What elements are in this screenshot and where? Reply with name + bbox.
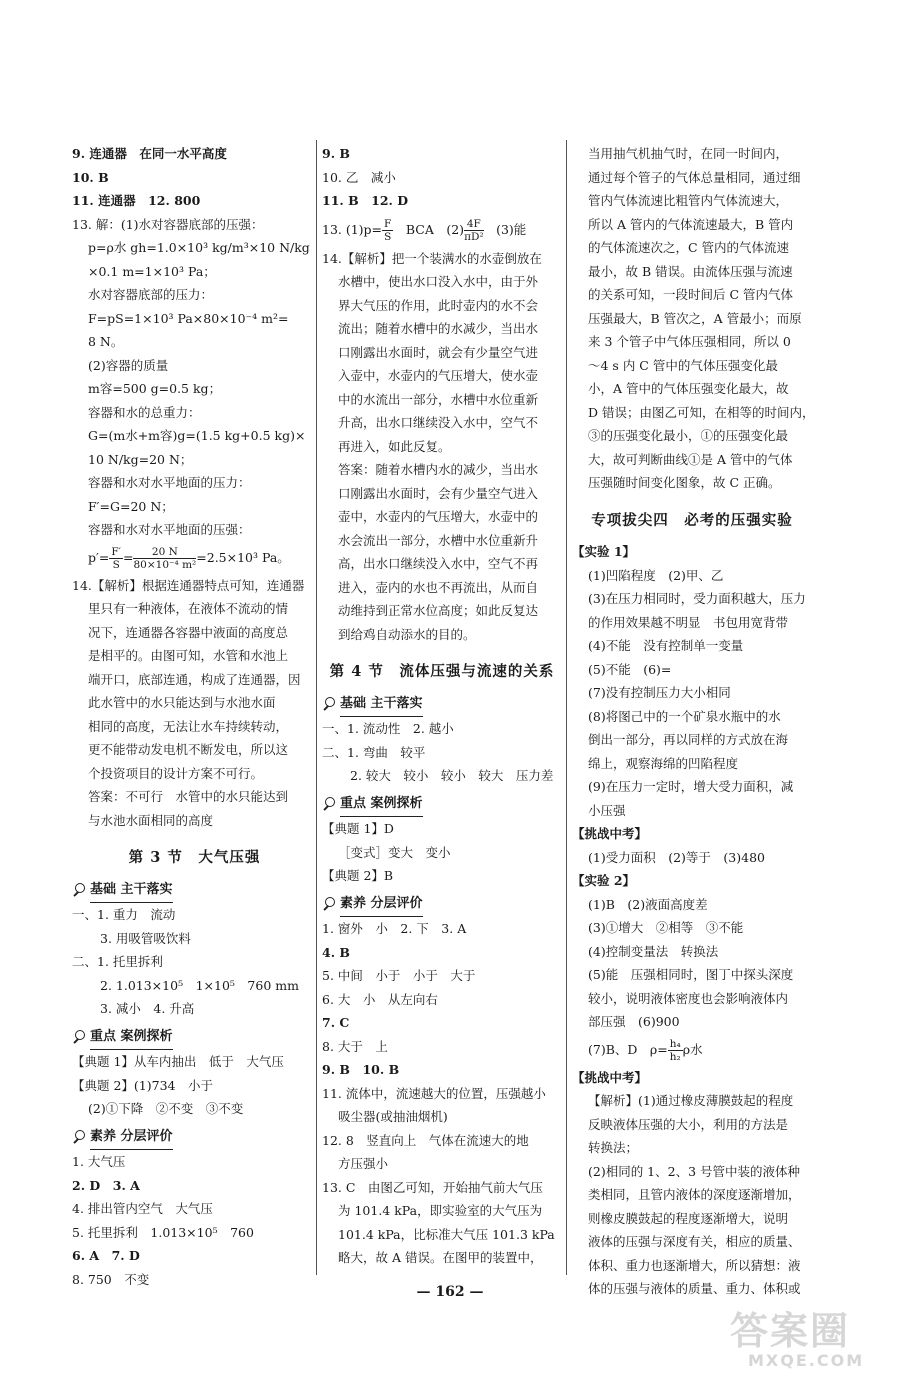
answer-line: 2. 较大 较小 较小 较大 压力差: [350, 768, 554, 783]
answer-line: (7)没有控制压力大小相同: [588, 685, 731, 700]
formula-pre: (7)B、D ρ=: [588, 1041, 668, 1057]
subsection-heading: [322, 792, 562, 818]
answer-line: 到给鸡自动添水的目的。: [338, 626, 476, 642]
answer-line: 6. 大 小 从左向右: [322, 991, 438, 1007]
numerator: F′: [111, 545, 121, 558]
subsection-heading: [72, 1125, 317, 1151]
answer-line: 高，出水口继续没入水中，空气不再: [338, 556, 539, 571]
answer-line: 1. 窗外 小 2. 下 3. A: [322, 921, 467, 936]
answer-line: 12. 8 竖直向上 气体在流速大的地: [322, 1132, 529, 1148]
answer-line: (2)相同的 1、2、3 号管中装的液体种: [588, 1163, 801, 1179]
answer-line: 11. 流体中，流速越大的位置，压强越小: [322, 1085, 546, 1101]
magnifier-icon: [322, 897, 336, 911]
answer-line: 4. 排出管内空气 大气压: [72, 1201, 213, 1216]
answer-line: 更不能带动发电机不断发电，所以这: [88, 742, 289, 757]
answer-line: 个投资项目的设计方案不可行。: [88, 765, 264, 781]
subsection-heading: [72, 878, 317, 904]
answer-line: 来 3 个管子中气体压强相同，所以 0: [588, 334, 791, 349]
subsection-label: 素养 分层评价: [90, 1125, 173, 1151]
answer-line: F=pS=1×10³ Pa×80×10⁻⁴ m²=: [88, 310, 289, 326]
answer-line: 相同的高度，无法让水车持续转动，: [88, 718, 289, 734]
answer-line: 体的压强与液体的质量、重力、体积或: [588, 1281, 801, 1296]
numerator: 4F: [464, 218, 484, 231]
column-2: [322, 142, 562, 1270]
answer-line: (3)①增大 ②相等 ③不能: [588, 920, 744, 935]
answer-line: 类相同，且管内液体的深度逐渐增加，: [588, 1187, 801, 1202]
answer-line: 中的水流出一部分，水槽中水位重新: [338, 391, 539, 407]
answer-line: 101.4 kPa，比标准大气压 101.3 kPa: [338, 1226, 555, 1242]
formula-pre: 13. (1)p=: [322, 221, 383, 237]
answer-line: 容器和水的总重力：: [88, 404, 201, 420]
answer-line: (4)控制变量法 转换法: [588, 943, 719, 959]
watermark-line2: MXQE.COM: [748, 1351, 865, 1370]
answer-line: 9. B: [322, 146, 350, 161]
pressure-formula: [72, 542, 317, 574]
subsection-label: 素养 分层评价: [340, 892, 423, 918]
answer-line: 通过每个管子的气体总量相同，通过细: [588, 169, 801, 185]
label: 【挑战中考】: [572, 1069, 648, 1085]
answer-line: 升高，出水口继续没入水中，空气不: [338, 415, 539, 430]
section-title: 第 3 节 大气压强: [128, 849, 261, 866]
answer-line: ～4 s 内 C 管中的气体压强变化最: [588, 357, 778, 373]
answer-line: 5. 托里拆利 1.013×10⁵ 760: [72, 1224, 254, 1240]
denominator: S: [112, 558, 120, 571]
answer-line: 小，A 管中的气体压强变化最大，故: [588, 381, 789, 396]
answer-line: (3)在压力相同时，受力面积越大，压力: [588, 591, 806, 606]
answer-line: (5)不能 (6)=: [588, 661, 672, 677]
answer-line: 方压强小: [338, 1156, 389, 1171]
answer-line: (5)能 压强相同时，图丁中探头深度: [588, 967, 794, 982]
col1-answers: [72, 142, 317, 574]
answer-line: 14.【解析】根据连通器特点可知，连通器: [72, 577, 305, 593]
answer-line: 则橡皮膜鼓起的程度逐渐增大，说明: [588, 1210, 789, 1226]
answer-line: 流出；随着水槽中的水减少，当出水: [338, 321, 539, 336]
section-title: 专项拔尖四 必考的压强实验: [591, 511, 793, 529]
answer-line: m容=500 g=0.5 kg；: [88, 381, 222, 396]
answer-line: 入壶中，水壶内的气压增大，使水壶: [338, 368, 539, 383]
answer-line: 反映液体压强的大小，利用的方法是: [588, 1116, 789, 1132]
answer-line: 3. 减小 4. 升高: [100, 1001, 195, 1016]
numerator: 20 N: [133, 546, 196, 559]
subsection-label: 重点 案例探析: [90, 1025, 173, 1051]
answer-line: 压强最大，B 管次之，A 管最小；而原: [588, 310, 802, 326]
fraction: [109, 546, 123, 571]
formula-eq: =: [123, 549, 134, 565]
answer-line: 体积、重力也逐渐增大，所以猜想：液: [588, 1257, 801, 1273]
answer-line: 倒出一部分，再以同样的方式放在海: [588, 732, 789, 747]
answer-line: F′=G=20 N；: [88, 498, 174, 514]
answer-line: p=ρ水 gh=1.0×10³ kg/m³×10 N/kg: [88, 240, 310, 255]
answer-line: 水对容器底部的压力：: [88, 287, 214, 302]
answer-line: 容器和水对水平地面的压强：: [88, 522, 251, 537]
answer-line: 8 N。: [88, 334, 124, 349]
answer-line: 水槽中，使出水口没入水中，由于外: [338, 274, 539, 289]
magnifier-icon: [72, 1030, 86, 1044]
answer-line: 一、1. 流动性 2. 越小: [322, 721, 454, 736]
answer-line: 绵上，观察海绵的凹陷程度: [588, 755, 739, 771]
answer-line: 【典题 1】D: [322, 821, 394, 836]
answer-line: 液体的压强与深度有关，相应的质量、: [588, 1234, 801, 1249]
answer-line: 管内气体流速比粗管内气体流速大，: [588, 193, 789, 208]
subsection-heading: [72, 1025, 317, 1051]
answer-line: ［变式］变大 变小: [338, 844, 451, 860]
formula-post: ρ水: [682, 1041, 703, 1057]
watermark-logo: [730, 1300, 880, 1380]
answer-line: 动维持到正常水位高度；如此反复达: [338, 603, 539, 618]
magnifier-icon: [322, 697, 336, 711]
answer-line: 答案：随着水槽内水的减少，当出水: [338, 462, 539, 477]
formula-rhs: =2.5×10³ Pa。: [196, 549, 290, 565]
answer-line: 4. B: [322, 944, 350, 960]
answer-line: 10. 乙 减小: [322, 169, 396, 185]
answer-line: 的关系可知，一段时间后 C 管内气体: [588, 287, 794, 302]
subsection-label: 重点 案例探析: [340, 792, 423, 818]
numerator: h₄: [669, 1037, 681, 1050]
magnifier-icon: [72, 883, 86, 897]
answer-line: 【典题 1】从车内抽出 低于 大气压: [72, 1054, 284, 1069]
answer-line: 【解析】(1)通过橡皮薄膜鼓起的程度: [588, 1093, 794, 1108]
page-number: — 162 —: [416, 1284, 484, 1300]
answer-line: 10. B: [72, 169, 109, 185]
answer-line: (4)不能 没有控制单一变量: [588, 638, 744, 653]
answer-line: 的作用效果越不明显 书包用宽背带: [588, 614, 789, 630]
subsection-heading: [322, 692, 562, 718]
answer-line: 是相平的。由图可知，水管和水池上: [88, 648, 289, 663]
formula-lhs: p′=: [88, 549, 110, 565]
answer-line: 6. A 7. D: [72, 1248, 140, 1263]
formula-mid: BCA (2): [393, 221, 465, 237]
answer-line: (1)受力面积 (2)等于 (3)480: [588, 849, 765, 865]
answer-line: 再进入，如此反复。: [338, 438, 451, 454]
denominator: πD²: [464, 230, 484, 243]
formula-post: (3)能: [483, 221, 527, 237]
label: 【挑战中考】: [572, 826, 648, 841]
answer-line: (2)①下降 ②不变 ③不变: [88, 1101, 244, 1116]
label: 【实验 2】: [572, 873, 636, 888]
denominator: h₂: [669, 1050, 681, 1063]
answer-line: 转换法；: [588, 1140, 639, 1155]
answer-line: (2)容器的质量: [88, 357, 169, 373]
denominator: S: [384, 230, 392, 243]
answer-line: 里只有一种液体，在液体不流动的情: [88, 601, 289, 616]
column-3: [572, 142, 815, 1301]
section-title: 第 4 节 流体压强与流速的关系: [329, 663, 555, 680]
answer-line: 13. C 由图乙可知，开始抽气前大气压: [322, 1179, 543, 1195]
answer-line: 大，故可判断曲线①是 A 管中的气体: [588, 451, 793, 467]
answer-line: 1. 大气压: [72, 1154, 126, 1169]
answer-line: 3. 用吸管吸饮料: [100, 930, 191, 946]
answer-line: (8)将图己中的一个矿泉水瓶中的水: [588, 708, 781, 724]
answer-line: 2. D 3. A: [72, 1177, 140, 1193]
answer-line: 压强随时间变化图象，故 C 正确。: [588, 475, 781, 490]
denominator: 80×10⁻⁴ m²: [133, 558, 197, 571]
magnifier-icon: [322, 797, 336, 811]
answer-line: 5. 中间 小于 小于 大于: [322, 968, 476, 983]
answer-line: 当用抽气机抽气时，在同一时间内，: [588, 146, 789, 161]
answer-line: 吸尘器(或抽油烟机): [338, 1109, 448, 1124]
answer-line: 【典题 2】B: [322, 868, 394, 883]
answer-line: 与水池水面相同的高度: [88, 812, 214, 828]
fraction: [464, 218, 484, 243]
answer-line: 二、1. 托里拆利: [72, 954, 163, 969]
subsection-label: 基础 主干落实: [90, 878, 173, 904]
answer-line: 所以 A 管内的气体流速最大，B 管内: [588, 216, 794, 232]
answer-line: 二、1. 弯曲 较平: [322, 744, 426, 760]
answer-line: 略大，故 A 错误。在图甲的装置中，: [338, 1250, 543, 1265]
answer-line: 口刚露出水面时，会有少量空气进入: [338, 485, 539, 501]
subsection-label: 基础 主干落实: [340, 692, 423, 718]
magnifier-icon: [72, 1130, 86, 1144]
answer-line: 进入，壶内的水也不再流出，从而自: [338, 579, 539, 595]
answer-line: 【典题 2】(1)734 小于: [72, 1077, 213, 1093]
answer-line: 答案：不可行 水管中的水只能达到: [88, 789, 289, 804]
answer-line: 11. B 12. D: [322, 193, 409, 208]
answer-line: 2. 1.013×10⁵ 1×10⁵ 760 mm: [100, 977, 299, 993]
answer-line: 部压强 (6)900: [588, 1014, 680, 1029]
watermark-line1: 答案圈: [730, 1309, 851, 1353]
answer-line: 10 N/kg=20 N；: [88, 451, 193, 467]
answer-line: 8. 大于 上: [322, 1038, 388, 1054]
answer-line: 13. 解：(1)水对容器底部的压强：: [72, 216, 264, 232]
answer-line: 的气体流速次之，C 管内的气体流速: [588, 240, 790, 255]
q7-formula: [572, 1034, 812, 1066]
numerator: F: [384, 217, 392, 230]
answer-line: (1)凹陷程度 (2)甲、乙: [588, 567, 724, 583]
answer-line: 口刚露出水面时，就会有少量空气进: [338, 344, 539, 360]
column-1: [72, 142, 317, 1291]
fraction: [382, 218, 393, 243]
answer-line: 较小，说明液体密度也会影响液体内: [588, 990, 789, 1006]
subsection-heading: [322, 892, 562, 918]
label: 【实验 1】: [572, 544, 636, 559]
answer-line: 7. C: [322, 1015, 350, 1030]
answer-line: G=(m水+m容)g=(1.5 kg+0.5 kg)×: [88, 428, 306, 443]
answer-line: 此水管中的水只能达到与水池水面: [88, 695, 276, 710]
answer-line: ③的压强变化最小，①的压强变化最: [588, 428, 789, 443]
answer-line: D 错误；由图乙可知，在相等的时间内，: [588, 404, 815, 420]
answer-line: 9. B 10. B: [322, 1062, 400, 1077]
q13-formula: [322, 213, 562, 247]
answer-line: 为 101.4 kPa，即实验室的大气压为: [338, 1203, 543, 1218]
answer-line: 8. 750 不变: [72, 1271, 150, 1287]
answer-line: 一、1. 重力 流动: [72, 907, 176, 922]
answer-line: 容器和水对水平地面的压力：: [88, 475, 251, 490]
answer-line: 小压强: [588, 802, 626, 818]
answer-line: 水会流出一部分，水槽中水位重新升: [338, 532, 539, 548]
answer-line: 壶中，水壶内的气压增大，水壶中的: [338, 509, 539, 524]
fraction: [668, 1038, 683, 1063]
answer-line: (9)在压力一定时，增大受力面积，减: [588, 779, 794, 794]
answer-line: 端开口，底部连通，构成了连通器，因: [88, 671, 301, 687]
answer-line: 最小，故 B 错误。由流体压强与流速: [588, 263, 793, 279]
answer-line: 9. 连通器 在同一水平高度: [72, 146, 227, 161]
column-divider-right: [566, 140, 567, 1275]
answer-line: 11. 连通器 12. 800: [72, 193, 201, 208]
col1-q14: [72, 574, 317, 833]
answer-line: 界大气压的作用，此时壶内的水不会: [338, 297, 539, 313]
fraction: [133, 546, 196, 571]
answer-line: 14.【解析】把一个装满水的水壶倒放在: [322, 250, 542, 266]
answer-line: 况下，连通器各容器中液面的高度总: [88, 624, 289, 640]
answer-line: ×0.1 m=1×10³ Pa；: [88, 263, 216, 279]
answer-line: (1)B (2)液面高度差: [588, 896, 708, 912]
